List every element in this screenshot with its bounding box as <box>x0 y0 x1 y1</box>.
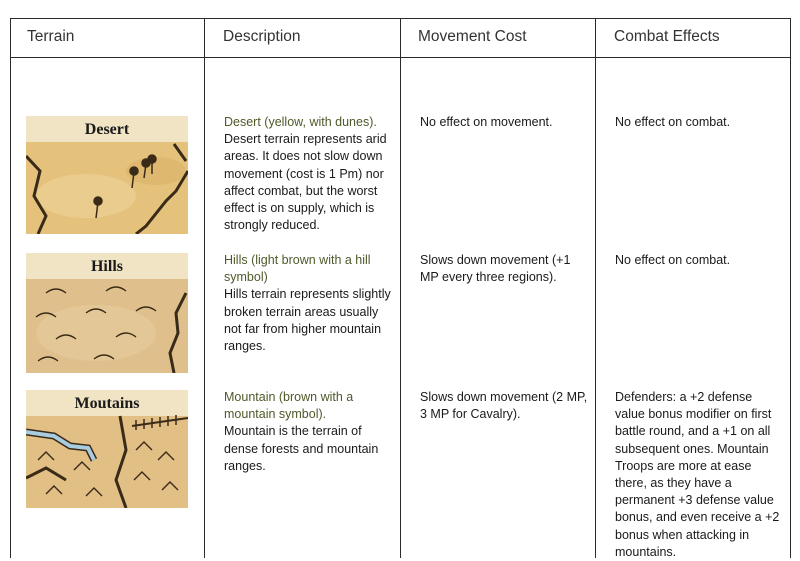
hills-movement-cost: Slows down movement (+1 MP every three regions). <box>420 253 571 285</box>
mountains-description <box>224 389 396 475</box>
hills-tile-label: Hills <box>90 258 124 275</box>
table-border-left <box>10 18 11 558</box>
mountains-description-body: Mountain is the terrain of dense forests and mountain ranges. <box>224 424 379 473</box>
terrain-table <box>10 18 791 558</box>
desert-terrain-tile <box>26 116 188 234</box>
column-divider <box>595 18 596 558</box>
mountains-movement-cost: Slows down movement (2 MP, 3 MP for Cavalry). <box>420 390 588 422</box>
mountains-combat-effect: Defenders: a +2 defense value bonus modifier on first battle round, and a +1 on all subsequent ones. Mountain Troops are more at ease there, as they have a permanent +3 defense value bonus, and even receive a +2 bonus when attacking in mountains. <box>615 390 780 559</box>
hills-terrain-tile <box>26 253 188 373</box>
desert-description-title: Desert (yellow, with dunes). <box>224 115 377 129</box>
header-combat-effects: Combat Effects <box>614 28 720 45</box>
hills-description-body: Hills terrain represents slightly broken terrain areas usually not far from higher mountain ranges. <box>224 287 391 354</box>
header-divider <box>10 57 791 58</box>
column-divider <box>400 18 401 558</box>
desert-tile-label: Desert <box>84 121 130 138</box>
header-terrain: Terrain <box>27 28 75 45</box>
hills-combat-effect: No effect on combat. <box>615 253 731 267</box>
mountains-tile-label: Moutains <box>74 395 140 412</box>
header-movement-cost: Movement Cost <box>418 28 527 45</box>
desert-description <box>224 114 396 234</box>
desert-description-body: Desert terrain represents arid areas. It does not slow down movement (cost is 1 Pm) nor affect combat, but the worst effect is on supply, which is strongly reduced. <box>224 132 387 233</box>
desert-movement-cost: No effect on movement. <box>420 115 553 129</box>
mountains-description-title: Mountain (brown with a mountain symbol). <box>224 390 354 422</box>
hills-description-title: Hills (light brown with a hill symbol) <box>224 253 371 285</box>
column-divider <box>204 18 205 558</box>
header-description: Description <box>223 28 301 45</box>
table-border-top <box>10 18 791 19</box>
table-border-right <box>790 18 791 558</box>
hills-description <box>224 252 396 355</box>
desert-combat-effect: No effect on combat. <box>615 115 731 129</box>
mountains-terrain-tile <box>26 390 188 508</box>
